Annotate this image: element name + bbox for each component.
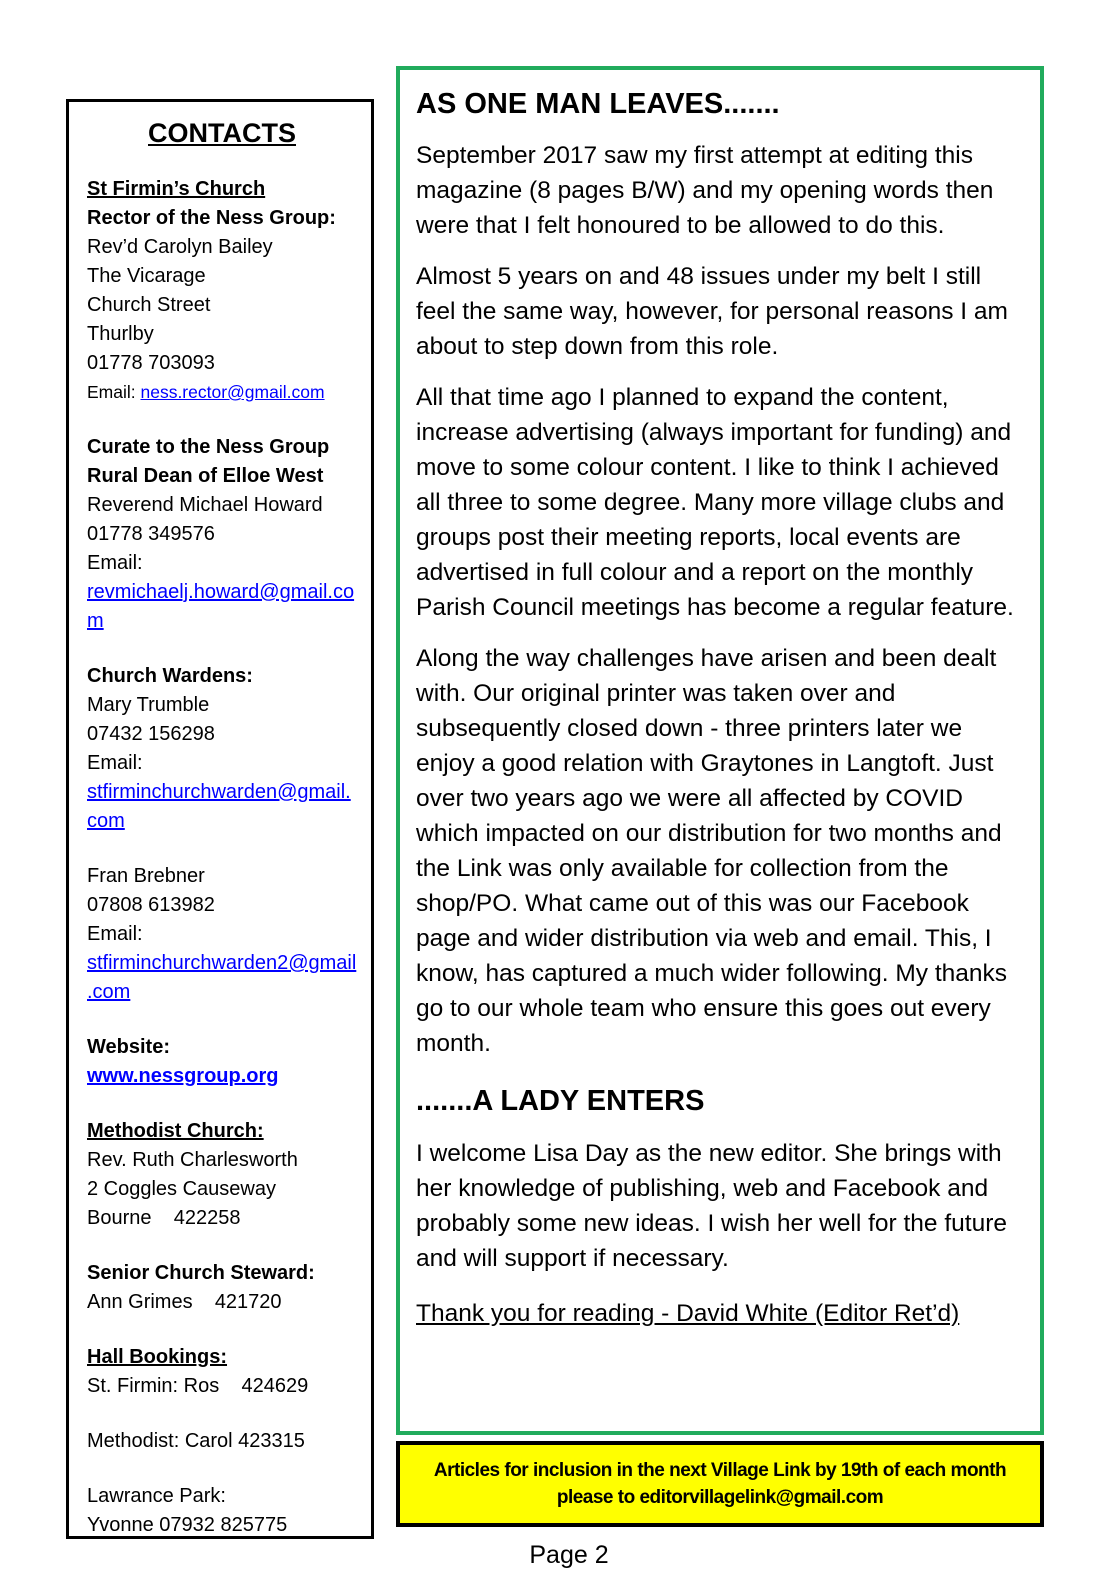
- contact-text: Reverend Michael Howard: [87, 494, 323, 516]
- contact-line: [87, 662, 357, 691]
- contact-line: [87, 862, 357, 891]
- contact-line: [87, 1204, 357, 1233]
- contact-text: Mary Trumble: [87, 694, 210, 716]
- contact-text: Church Street: [87, 294, 211, 316]
- contact-link[interactable]: ness.rector@gmail.com: [140, 382, 325, 402]
- contact-line: [87, 1146, 357, 1175]
- contact-link[interactable]: stfirminchurchwarden2@gmail.com: [87, 952, 357, 1003]
- contact-line: [87, 1343, 357, 1372]
- contacts-title: CONTACTS: [148, 118, 296, 148]
- contact-group: [87, 433, 357, 636]
- contact-text: Methodist Church:: [87, 1120, 264, 1142]
- contact-group: [87, 1259, 357, 1317]
- contact-text: Rev. Ruth Charlesworth: [87, 1149, 298, 1171]
- article-paragraph: September 2017 saw my first attempt at editing this magazine (8 pages B/W) and my opening words then were that I felt honoured to be allowed to do this.: [416, 142, 994, 239]
- contact-line: [87, 720, 357, 749]
- contact-line: [87, 262, 357, 291]
- contact-line: [87, 891, 357, 920]
- contact-text: Bourne 422258: [87, 1207, 241, 1229]
- submission-notice-text: Articles for inclusion in the next Village Link by 19th of each month please to editorvillagelink@gmail.com: [433, 1460, 1007, 1508]
- contact-line: [87, 520, 357, 549]
- contact-line: [87, 349, 357, 378]
- contact-line: [87, 1372, 357, 1401]
- contact-line: [87, 1511, 357, 1540]
- contact-text: St Firmin’s Church: [87, 178, 266, 200]
- contact-line: [87, 1117, 357, 1146]
- contact-line: [87, 778, 357, 836]
- contact-line: [87, 1175, 357, 1204]
- contact-text: Ann Grimes 421720: [87, 1291, 282, 1313]
- contacts-groups: [87, 175, 357, 1540]
- contact-group: [87, 1343, 357, 1401]
- contact-text: Thurlby: [87, 323, 154, 345]
- article-subtitle: .......A LADY ENTERS: [416, 1085, 705, 1117]
- contact-text: Rev’d Carolyn Bailey: [87, 236, 273, 258]
- contact-text: Lawrance Park:: [87, 1485, 226, 1507]
- contact-group: [87, 862, 357, 1007]
- contact-group: [87, 1427, 357, 1456]
- contact-line: [87, 1259, 357, 1288]
- article-title: AS ONE MAN LEAVES.......: [416, 88, 780, 120]
- contact-line: [87, 1482, 357, 1511]
- contact-line: [87, 462, 357, 491]
- contact-line: [87, 949, 357, 1007]
- contact-line: [87, 433, 357, 462]
- contact-line: [87, 1033, 357, 1091]
- contact-group: [87, 662, 357, 836]
- article-paragraph: Almost 5 years on and 48 issues under my belt I still feel the same way, however, for personal reasons I am about to step down from this role.: [416, 263, 1008, 360]
- contact-text: Fran Brebner: [87, 865, 205, 887]
- contact-line: [87, 1427, 357, 1456]
- contact-group: [87, 1482, 357, 1540]
- contact-text: Curate to the Ness Group: [87, 436, 330, 458]
- submission-notice-box: [396, 1441, 1044, 1527]
- contact-group: [87, 1117, 357, 1233]
- contact-line: [87, 578, 357, 636]
- contact-text: 07808 613982: [87, 894, 215, 916]
- contact-text: Methodist: Carol 423315: [87, 1430, 305, 1452]
- contact-text: 2 Coggles Causeway: [87, 1178, 276, 1200]
- contact-text: Email:: [87, 382, 141, 402]
- contact-line: [87, 920, 357, 949]
- contact-line: [87, 291, 357, 320]
- contact-text: 01778 349576: [87, 523, 215, 545]
- contact-text: Hall Bookings:: [87, 1346, 228, 1368]
- contact-text: Email:: [87, 752, 143, 774]
- contact-line: [87, 378, 357, 407]
- contact-text: Senior Church Steward:: [87, 1262, 315, 1284]
- article-signoff: Thank you for reading - David White (Editor Ret’d): [416, 1300, 960, 1327]
- contact-text: Rural Dean of Elloe West: [87, 465, 324, 487]
- article-paragraph: Along the way challenges have arisen and been dealt with. Our original printer was taken over and subsequently closed down - three printers later we enjoy a good relation with Graytones in Langtoft. Just over two years ago we were all affected by COVID which impacted on our distribution for two months and the Link was only available for collection from the shop/PO. What came out of this was our Facebook page and wider distribution via web and email. This, I know, has captured a much wider following. My thanks go to our whole team who ensure this goes out every month.: [416, 645, 1008, 1057]
- article-paragraph: All that time ago I planned to expand the content, increase advertising (always important for funding) and move to some colour content. I like to think I achieved all three to some degree. Many more village clubs and groups post their meeting reports, local events are advertised in full colour and a report on the monthly Parish Council meetings has become a regular feature.: [416, 384, 1014, 621]
- contact-line: [87, 320, 357, 349]
- contact-line: [87, 204, 357, 233]
- contact-line: [87, 233, 357, 262]
- page-number: Page 2: [529, 1541, 609, 1569]
- contact-group: [87, 175, 357, 407]
- contact-text: 01778 703093: [87, 352, 215, 374]
- contact-text: The Vicarage: [87, 265, 206, 287]
- contact-link[interactable]: stfirminchurchwarden@gmail.com: [87, 781, 351, 832]
- contact-line: [87, 175, 357, 204]
- contact-text: Website:: [87, 1036, 176, 1058]
- contact-line: [87, 691, 357, 720]
- contact-link[interactable]: revmichaelj.howard@gmail.com: [87, 581, 355, 632]
- contact-text: Church Wardens:: [87, 665, 253, 687]
- contact-line: [87, 1288, 357, 1317]
- article-paragraph: I welcome Lisa Day as the new editor. She brings with her knowledge of publishing, web and Facebook and probably some new ideas. I wish her well for the future and will support if necessary.: [416, 1140, 1008, 1272]
- article-box: [396, 66, 1044, 1435]
- contacts-box: [66, 99, 374, 1539]
- contact-text: Email:: [87, 923, 143, 945]
- contact-line: [87, 749, 357, 778]
- contact-text: Email:: [87, 552, 143, 574]
- contact-link[interactable]: www.nessgroup.org: [87, 1065, 279, 1087]
- contact-text: 07432 156298: [87, 723, 215, 745]
- contact-text: Rector of the Ness Group:: [87, 207, 336, 229]
- contact-text: St. Firmin: Ros 424629: [87, 1375, 309, 1397]
- contact-line: [87, 491, 357, 520]
- contact-text: Yvonne 07932 825775: [87, 1514, 288, 1536]
- contact-group: [87, 1033, 357, 1091]
- contact-line: [87, 549, 357, 578]
